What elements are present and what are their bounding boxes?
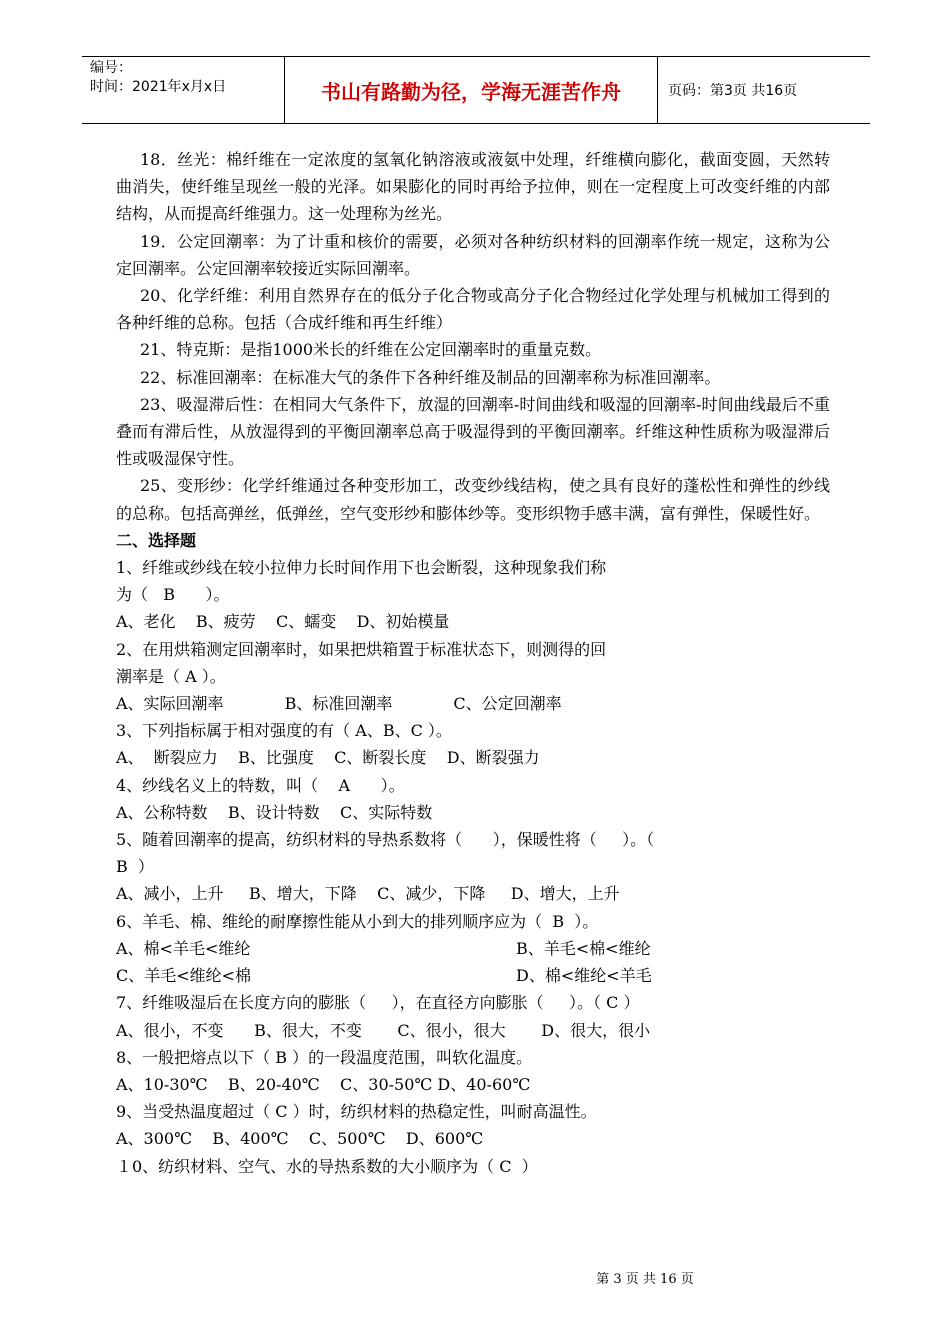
header-page-label: 页码：第3页 共16页	[668, 83, 798, 99]
definition-20: 20、化学纤维：利用自然界存在的低分子化合物或高分子化合物经过化学处理与机械加工得到的各种纤维的总称。包括（合成纤维和再生纤维）	[116, 286, 830, 333]
question-6-option-d: D、棉<维纶<羊毛	[516, 966, 652, 986]
question-2-line-2: 潮率是（ A ）。	[116, 666, 226, 686]
question-5-line-2: B ）	[116, 857, 154, 877]
question-6-options-row-2	[116, 962, 830, 989]
question-1-line-1: 1、纤维或纱线在较小拉伸力长时间作用下也会断裂，这种现象我们称	[116, 558, 607, 578]
question-7-options: A、很小，不变 B、很大，不变 C、很小，很大 D、很大，很小	[116, 1020, 651, 1040]
definition-22: 22、标准回潮率：在标准大气的条件下各种纤维及制品的回潮率称为标准回潮率。	[140, 367, 721, 387]
question-6-option-c: C、羊毛<维纶<棉	[116, 966, 252, 986]
question-10: １0、纺织材料、空气、水的导热系数的大小顺序为（ C ）	[116, 1156, 538, 1176]
question-1-options: A、老化 B、疲劳 C、蠕变 D、初始模量	[116, 612, 450, 632]
question-2-options: A、实际回潮率 B、标准回潮率 C、公定回潮率	[116, 694, 562, 714]
question-6: 6、羊毛、棉、维纶的耐摩擦性能从小到大的排列顺序应为（ B ）。	[116, 911, 599, 931]
header-meta	[82, 57, 284, 123]
document-time-label: 时间：2021年x月x日	[90, 79, 227, 95]
question-9-options: A、300℃ B、400℃ C、500℃ D、600℃	[116, 1129, 484, 1149]
definition-25: 25、变形纱：化学纤维通过各种变形加工，改变纱线结构，使之具有良好的蓬松性和弹性的纱线的总称。包括高弹丝，低弹丝，空气变形纱和膨体纱等。变形织物手感丰满，富有弹性，保暖性好。	[116, 476, 830, 523]
definition-21: 21、特克斯：是指1000米长的纤维在公定回潮率时的重量克数。	[140, 340, 602, 360]
question-5-options: A、减小，上升 B、增大，下降 C、减少，下降 D、增大，上升	[116, 884, 620, 904]
header-motto: 书山有路勤为径，学海无涯苦作舟	[284, 57, 658, 123]
document-body	[116, 146, 830, 1180]
footer-page-number: 第 3 页 共 16 页	[596, 1272, 694, 1287]
question-4-options: A、公称特数 B、设计特数 C、实际特数	[116, 802, 433, 822]
question-1-line-2: 为（ B ）。	[116, 585, 230, 605]
question-4: 4、纱线名义上的特数，叫（ A ）。	[116, 775, 405, 795]
question-9: 9、当受热温度超过（ C ）时，纺织材料的热稳定性，叫耐高温性。	[116, 1102, 597, 1122]
question-5-line-1: 5、随着回潮率的提高，纺织材料的导热系数将（ ），保暖性将（ ）。（	[116, 830, 655, 850]
question-3: 3、下列指标属于相对强度的有（ A、B、C ）。	[116, 721, 452, 741]
page-footer	[0, 1268, 950, 1287]
question-8: 8、一般把熔点以下（ B ）的一段温度范围，叫软化温度。	[116, 1047, 533, 1067]
page-header	[82, 56, 870, 124]
question-6-options-row-1	[116, 935, 830, 962]
question-7: 7、纤维吸湿后在长度方向的膨胀（ ），在直径方向膨胀（ ）。（ C ）	[116, 993, 640, 1013]
question-2-line-1: 2、在用烘箱测定回潮率时，如果把烘箱置于标准状态下，则测得的回	[116, 639, 607, 659]
document-number-label: 编号：	[90, 60, 132, 76]
definition-23: 23、吸湿滞后性：在相同大气条件下，放湿的回潮率-时间曲线和吸湿的回潮率-时间曲线最后不重叠而有滞后性，从放湿得到的平衡回潮率总高于吸湿得到的平衡回潮率。纤维这种性质称为吸湿滞后性或吸湿保守性。	[116, 394, 830, 469]
question-3-options: A、 断裂应力 B、比强度 C、断裂长度 D、断裂强力	[116, 748, 540, 768]
definition-19: 19．公定回潮率：为了计重和核价的需要，必须对各种纺织材料的回潮率作统一规定，这称为公定回潮率。公定回潮率较接近实际回潮率。	[116, 231, 830, 278]
question-6-option-a: A、棉<羊毛<维纶	[116, 938, 251, 958]
question-8-options: A、10-30℃ B、20-40℃ C、30-50℃ D、40-60℃	[116, 1074, 531, 1094]
definition-18: 18．丝光：棉纤维在一定浓度的氢氧化钠溶液或液氨中处理，纤维横向膨化，截面变圆，天然转曲消失，使纤维呈现丝一般的光泽。如果膨化的同时再给予拉伸，则在一定程度上可改变纤维的内部结构，从而提高纤维强力。这一处理称为丝光。	[116, 150, 830, 224]
section-title: 二、选择题	[116, 530, 197, 550]
question-6-option-b: B、羊毛<棉<维纶	[516, 938, 651, 958]
